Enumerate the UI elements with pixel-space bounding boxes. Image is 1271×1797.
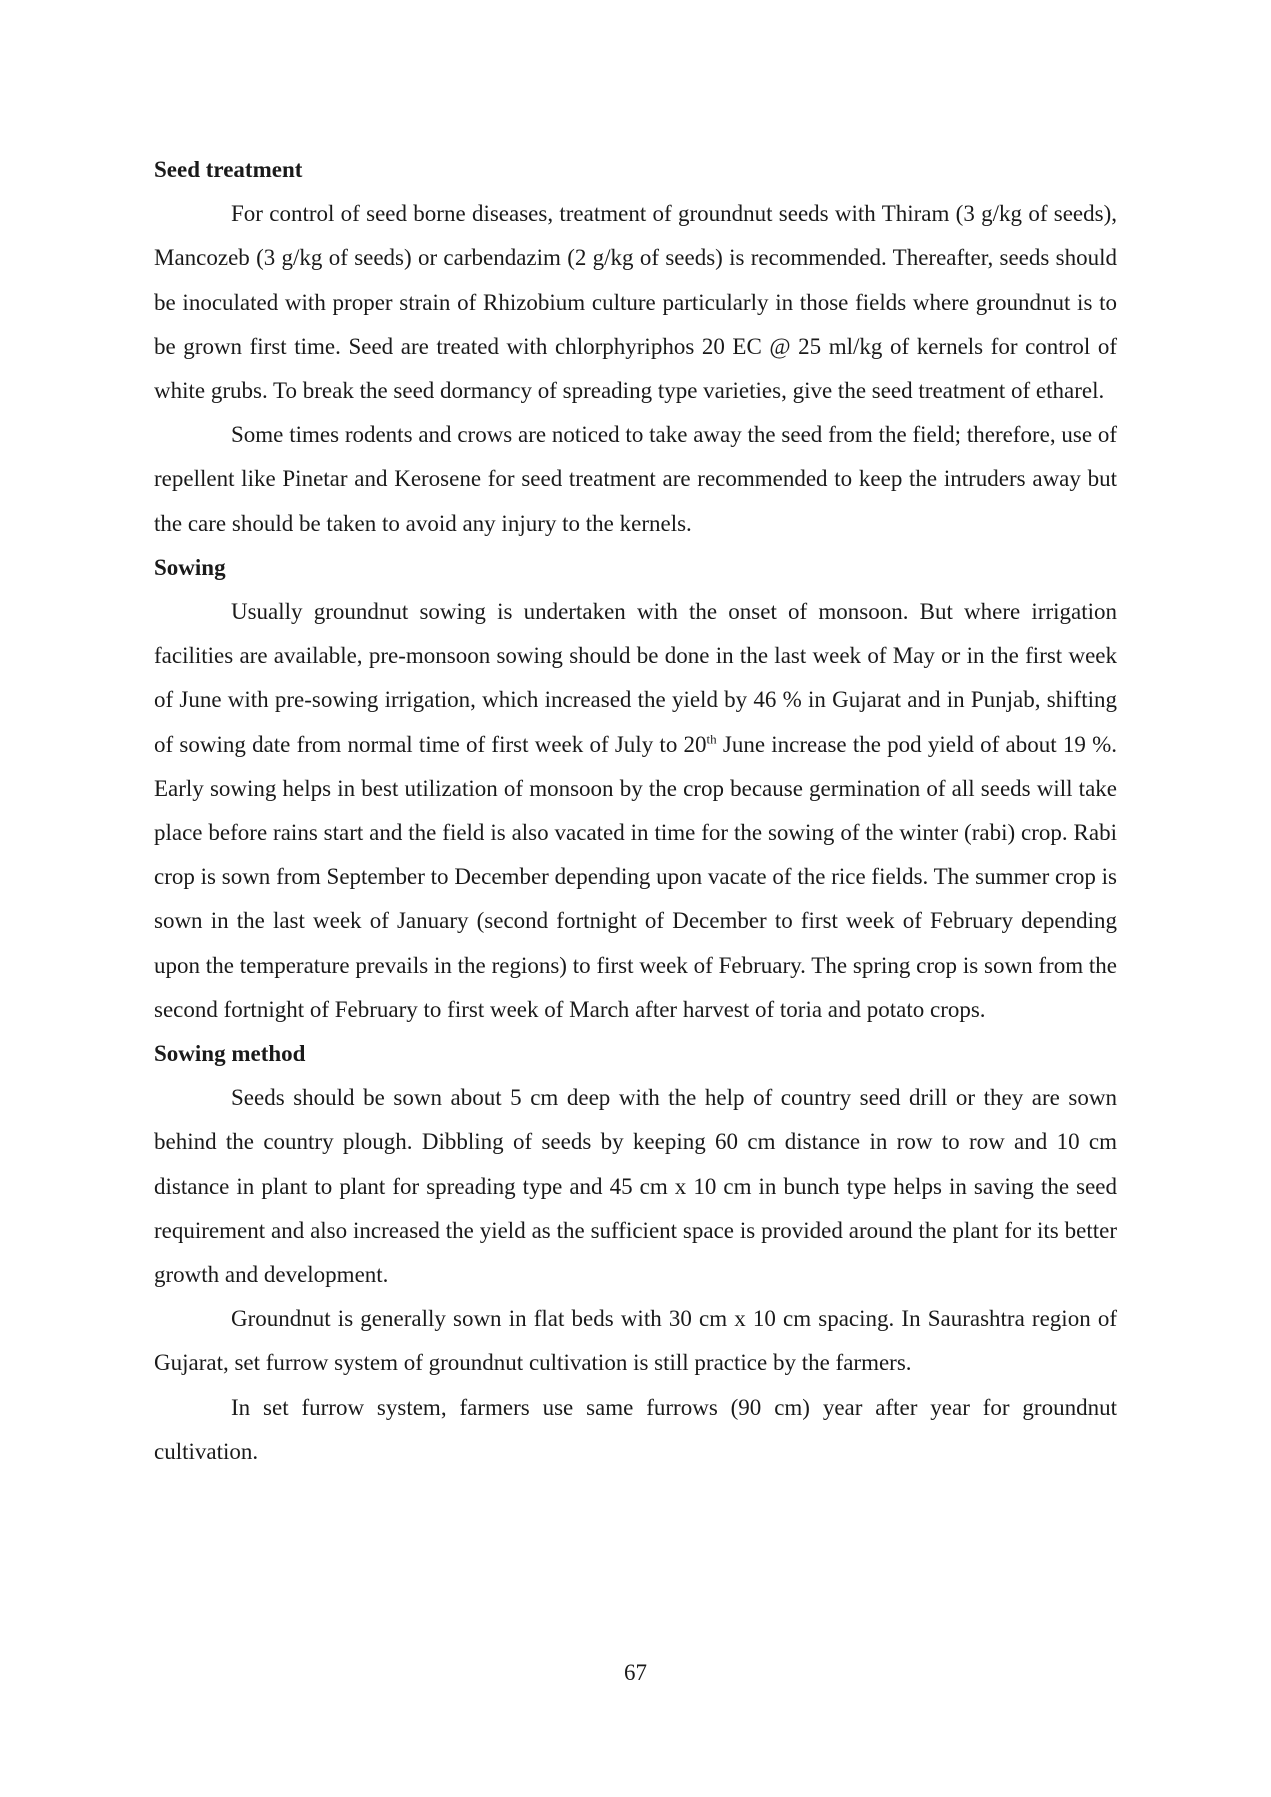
section-seed-treatment xyxy=(154,148,1117,546)
section-heading: Seed treatment xyxy=(154,157,303,182)
paragraph: In set furrow system, farmers use same furrows (90 cm) year after year for groundnut cultivation. xyxy=(154,1394,1117,1464)
paragraph-text: June increase the pod yield of about 19 %. Early sowing helps in best utilization of monsoon by the crop because germination of all seeds will take place before rains start and the field is also vacated in time for the sowing of the winter (rabi) crop. Rabi crop is sown from September to December depending upon vacate of the rice fields. The summer crop is sown in the last week of January (second fortnight of December to first week of February depending upon the temperature prevails in the regions) to first week of February. The spring crop is sown from the second fortnight of February to first week of March after harvest of toria and potato crops. xyxy=(154,731,1117,1022)
paragraph: Seeds should be sown about 5 cm deep with the help of country seed drill or they are sown behind the country plough. Dibbling of seeds by keeping 60 cm distance in row to row and 10 cm distance in plant to plant for spreading type and 45 cm x 10 cm in bunch type helps in saving the seed requirement and also increased the yield as the sufficient space is provided around the plant for its better growth and development. xyxy=(154,1085,1117,1288)
superscript: th xyxy=(706,730,717,746)
paragraph-text: Usually groundnut sowing is undertaken with the onset of monsoon. But where irrigation facilities are available, pre-monsoon sowing should be done in the last week of May or in the first week of June with pre-sowing irrigation, which increased the yield by 46 % in Gujarat and in Punjab, shifting of sowing date from normal time of first week of July to 20 xyxy=(154,599,1117,757)
section-sowing-method xyxy=(154,1032,1117,1474)
paragraph: For control of seed borne diseases, treatment of groundnut seeds with Thiram (3 g/kg of seeds), Mancozeb (3 g/kg of seeds) or carbendazim (2 g/kg of seeds) is recommended. Thereafter, seeds should be inoculated with proper strain of Rhizobium culture particularly in those fields where groundnut is to be grown first time. Seed are treated with chlorphyriphos 20 EC @ 25 ml/kg of kernels for control of white grubs. To break the seed dormancy of spreading type varieties, give the seed treatment of etharel. xyxy=(154,201,1117,403)
paragraph xyxy=(154,590,1117,1032)
page-number: 67 xyxy=(624,1660,647,1685)
section-heading: Sowing method xyxy=(154,1041,306,1067)
section-sowing xyxy=(154,546,1117,1032)
document-page xyxy=(154,148,1117,1474)
paragraph: Some times rodents and crows are noticed to take away the seed from the field; therefore, use of repellent like Pinetar and Kerosene for seed treatment are recommended to keep the intruders away but the care should be taken to avoid any injury to the kernels. xyxy=(154,422,1117,536)
paragraph: Groundnut is generally sown in flat beds with 30 cm x 10 cm spacing. In Saurashtra region of Gujarat, set furrow system of groundnut cultivation is still practice by the farmers. xyxy=(154,1306,1117,1376)
section-heading: Sowing xyxy=(154,554,226,580)
